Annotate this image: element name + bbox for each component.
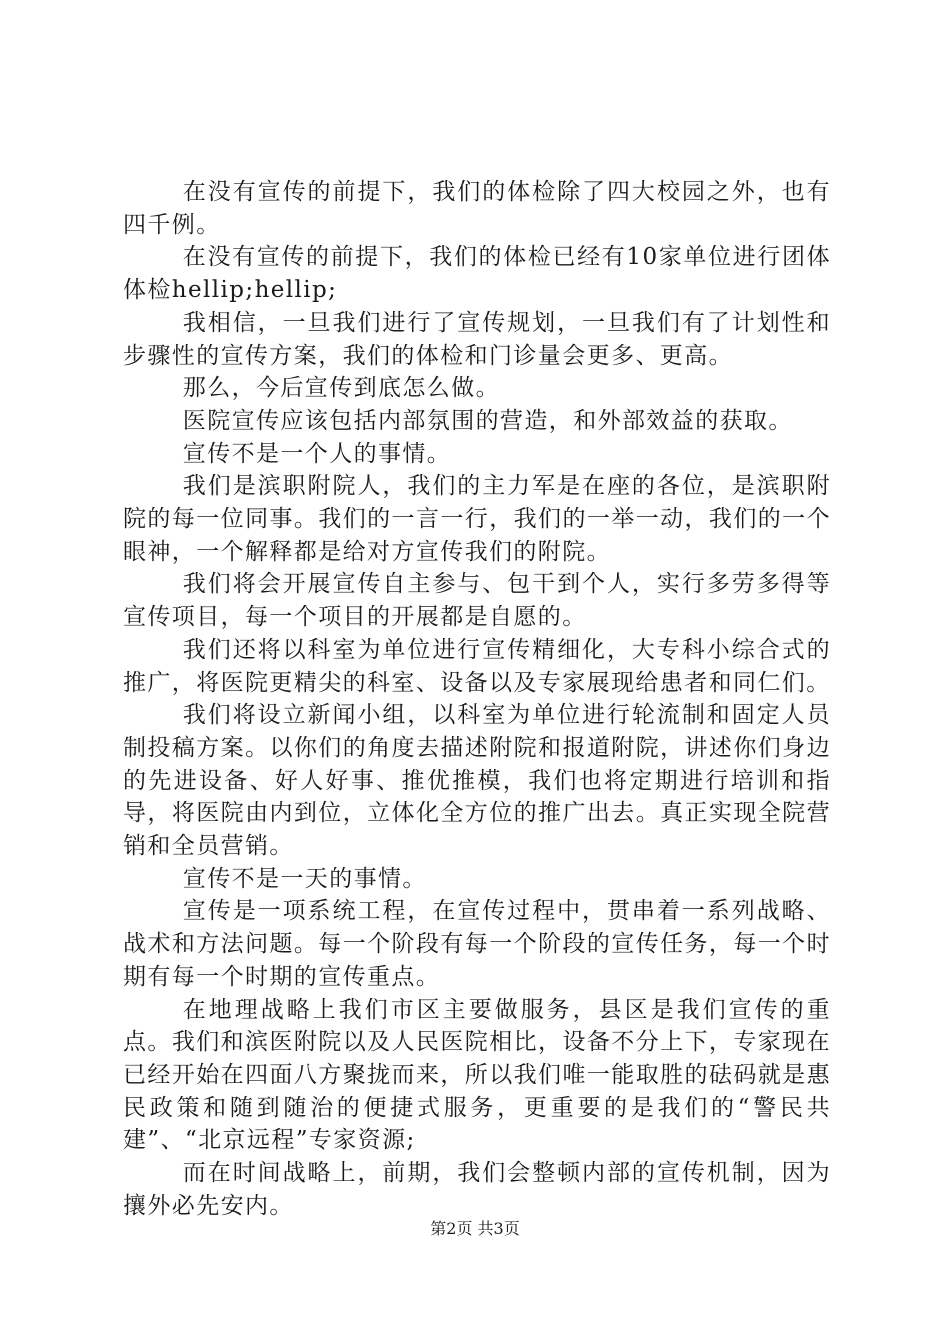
paragraph: 宣传不是一天的事情。 bbox=[182, 865, 427, 892]
paragraph: 我们将设立新闻小组，以科室为单位进行轮流制和固定人员制投稿方案。以你们的角度去描述附院和报道附院，讲述你们身边的先进设备、好人好事、推优推模，我们也将定期进行培训和指导，将医院由内到位，立体化全方位的推广出去。真正实现全院营销和全员营销。 bbox=[123, 702, 831, 860]
paragraph: 宣传是一项系统工程，在宣传过程中，贯串着一系列战略、战术和方法问题。每一个阶段有每一个阶段的宣传任务，每一个时期有每一个时期的宣传重点。 bbox=[123, 898, 831, 990]
paragraph: 我们是滨职附院人，我们的主力军是在座的各位，是滨职附院的每一位同事。我们的一言一行，我们的一举一动，我们的一个眼神，一个解释都是给对方宣传我们的附院。 bbox=[123, 473, 831, 565]
paragraph: 我们还将以科室为单位进行宣传精细化，大专科小综合式的推广，将医院更精尖的科室、设备以及专家展现给患者和同仁们。 bbox=[123, 636, 831, 696]
paragraph: 而在时间战略上，前期，我们会整顿内部的宣传机制，因为攘外必先安内。 bbox=[123, 1160, 831, 1219]
page-number-label: 第2页 共3页 bbox=[430, 1219, 520, 1238]
paragraph: 在没有宣传的前提下，我们的体检除了四大校园之外，也有四千例。 bbox=[123, 179, 831, 238]
paragraph: 宣传不是一个人的事情。 bbox=[182, 440, 452, 467]
paragraph: 我们将会开展宣传自主参与、包干到个人，实行多劳多得等宣传项目，每一个项目的开展都是自愿的。 bbox=[123, 571, 831, 631]
paragraph: 那么，今后宣传到底怎么做。 bbox=[182, 375, 500, 402]
paragraph: 在地理战略上我们市区主要做服务，县区是我们宣传的重点。我们和滨医附院以及人民医院相比，设备不分上下，专家现在已经开始在四面八方聚拢而来，所以我们唯一能取胜的砝码就是惠民政策和随到随治的便捷式服务，更重要的是我们的“警民共建”、“北京远程”专家资源; bbox=[123, 996, 831, 1154]
document-body bbox=[123, 176, 831, 1223]
page-footer bbox=[0, 1216, 950, 1239]
paragraph: 我相信，一旦我们进行了宣传规划，一旦我们有了计划性和步骤性的宣传方案，我们的体检和门诊量会更多、更高。 bbox=[123, 309, 831, 369]
paragraph: 在没有宣传的前提下，我们的体检已经有10家单位进行团体体检hellip;hellip; bbox=[123, 244, 831, 304]
paragraph: 医院宣传应该包括内部氛围的营造，和外部效益的获取。 bbox=[182, 407, 793, 434]
